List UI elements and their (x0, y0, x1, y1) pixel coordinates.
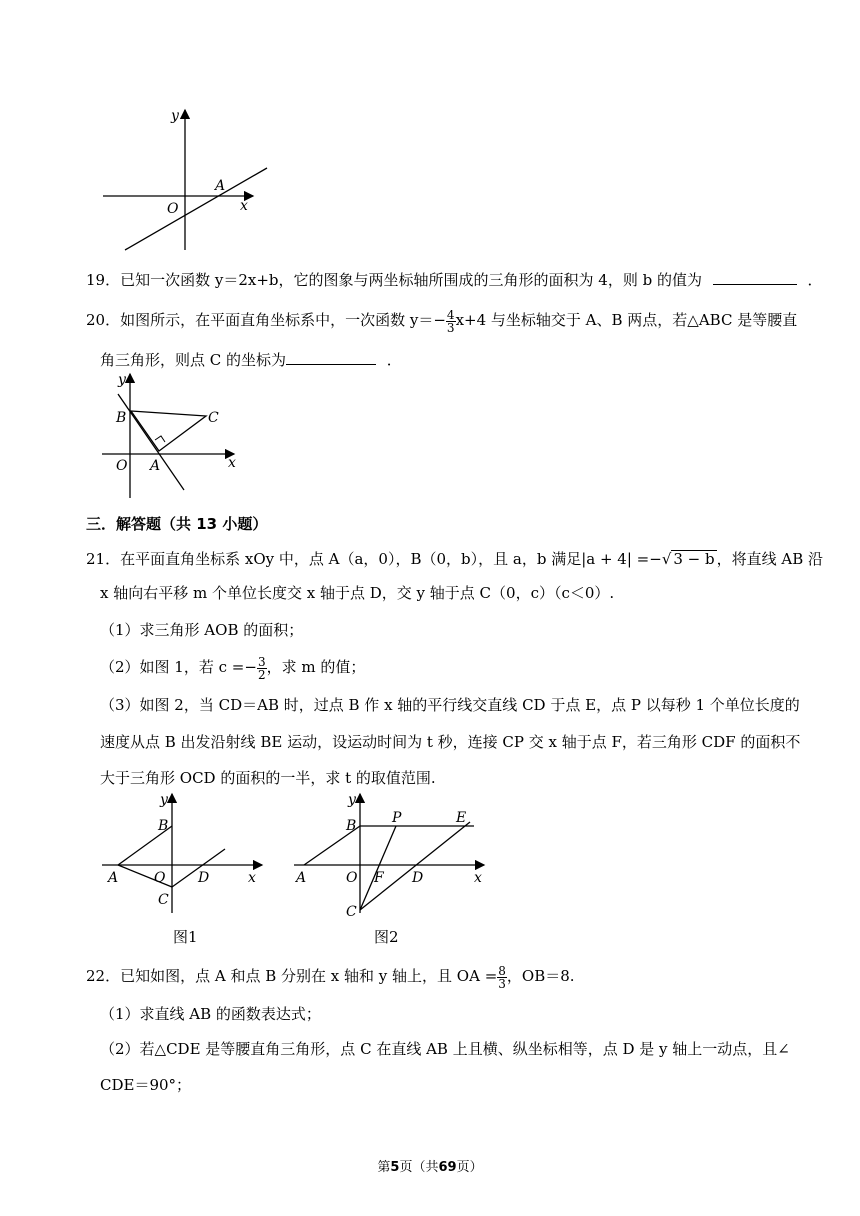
label-E: E (456, 810, 467, 826)
q22-part2-line2: CDE＝90°； (100, 1076, 192, 1094)
caption-fig2: 图2 (374, 928, 399, 946)
q22-number: 22． (86, 967, 121, 985)
right-angle-mark (155, 436, 165, 442)
q21-part2b: ，求 m 的值； (266, 658, 366, 676)
question-20 (86, 306, 797, 334)
q21-line1b: ，将直线 AB 沿 (716, 550, 824, 568)
q20-fraction (446, 309, 456, 334)
label-O: O (167, 201, 179, 217)
q22-line1b: ，OB＝8. (506, 967, 575, 985)
q20-frac-den: 3 (446, 320, 455, 335)
q22-frac-den: 3 (498, 976, 506, 991)
q22-part2-line1: （2）若△CDE 是等腰直角三角形，点 C 在直线 AB 上且横、纵坐标相等，点 D 是 y 轴上一动点，且∠ (100, 1040, 790, 1058)
label-A: A (296, 870, 307, 886)
figure-q21-2 (290, 788, 490, 948)
q19-text: 已知一次函数 y＝2x+b，它的图象与两坐标轴所围成的三角形的面积为 4，则 b 的值为 (120, 271, 702, 289)
q21-part1: （1）求三角形 AOB 的面积； (100, 621, 304, 639)
footer-page-number: 5 (390, 1160, 400, 1175)
section-3-heading: 三．解答题（共 13 小题） (86, 515, 268, 533)
q21-part2 (100, 654, 365, 681)
label-D: D (412, 870, 424, 886)
question-20-line2 (100, 348, 402, 370)
q21-line2: x 轴向右平移 m 个单位长度交 x 轴于点 D，交 y 轴于点 C（0，c）（c＜0）. (100, 584, 615, 602)
q20-number: 20． (86, 311, 121, 329)
q20-frac-num: 4 (446, 307, 455, 322)
label-B: B (346, 818, 357, 834)
label-x: x (228, 455, 236, 471)
label-O: O (346, 870, 358, 886)
label-B: B (116, 410, 127, 426)
line-CP (360, 826, 396, 910)
triangle-ABC (131, 411, 206, 451)
question-19 (86, 268, 823, 290)
q21-number: 21． (86, 550, 121, 568)
q20-text-a: 如图所示，在平面直角坐标系中，一次函数 y＝− (120, 311, 446, 329)
q20-text-b: x+4 与坐标轴交于 A、B 两点，若△ABC 是等腰直 (455, 311, 798, 329)
q22-frac-num: 8 (498, 963, 506, 978)
figure-q20 (98, 370, 248, 505)
footer-mid: 页（共 (399, 1160, 439, 1175)
q20-line2: 角三角形，则点 C 的坐标为 (100, 351, 287, 369)
q21-part3-line2: 速度从点 B 出发沿射线 BE 运动，设运动时间为 t 秒，连接 CP 交 x 轴于点 F，若三角形 CDF 的面积不 (100, 733, 801, 751)
label-A: A (215, 178, 226, 194)
label-B: B (158, 818, 169, 834)
label-y: y (118, 372, 126, 388)
caption-fig1: 图1 (173, 928, 198, 946)
figure-q21-1 (98, 788, 268, 948)
q19-answer-blank[interactable] (713, 268, 797, 285)
label-x: x (474, 870, 482, 886)
label-O: O (116, 458, 128, 474)
label-P: P (392, 810, 402, 826)
question-21: 21．在平面直角坐标系 xOy 中，点 A（a，0），B（0，b），且 a，b 满足|a + 4| =−√ 3 − b ，将直线 AB 沿 (86, 550, 824, 568)
footer-post: 页） (456, 1160, 483, 1175)
question-22 (86, 962, 575, 990)
label-F: F (374, 870, 384, 886)
label-O: O (154, 870, 166, 886)
q19-number: 19． (86, 271, 121, 289)
q22-fraction (497, 965, 507, 990)
footer-pre: 第 (377, 1160, 391, 1175)
label-y: y (171, 108, 179, 124)
label-C: C (208, 410, 219, 426)
q20-end: ． (386, 351, 402, 369)
footer-total-pages: 69 (438, 1160, 457, 1175)
page-footer (0, 1156, 860, 1175)
q21-part3-line1: （3）如图 2，当 CD＝AB 时，过点 B 作 x 轴的平行线交直线 CD 于点 E，点 P 以每秒 1 个单位长度的 (100, 696, 800, 714)
line-CE (360, 822, 470, 910)
q22-part1: （1）求直线 AB 的函数表达式； (100, 1005, 321, 1023)
q21-line1a: 在平面直角坐标系 xOy 中，点 A（a，0），B（0，b），且 a，b 满足|a + 4| =− (120, 550, 662, 568)
q21-fraction (257, 656, 267, 681)
function-line (118, 394, 184, 490)
label-x: x (240, 198, 248, 214)
label-y: y (348, 792, 356, 808)
label-A: A (108, 870, 119, 886)
label-C: C (346, 904, 357, 920)
label-x: x (248, 870, 256, 886)
label-D: D (198, 870, 210, 886)
q21-part2a: （2）如图 1，若 c =− (100, 658, 257, 676)
label-C: C (158, 892, 169, 908)
figure-top-graph (95, 100, 275, 255)
label-y: y (160, 792, 168, 808)
label-A: A (150, 458, 161, 474)
q21-sqrt: 3 − b (673, 550, 715, 568)
q22-line1a: 已知如图，点 A 和点 B 分别在 x 轴和 y 轴上，且 OA = (120, 967, 498, 985)
q21-part3-line3: 大于三角形 OCD 的面积的一半，求 t 的取值范围. (100, 769, 436, 787)
q19-end: ． (807, 271, 823, 289)
q21-frac-den: 2 (257, 667, 266, 682)
q21-frac-num: 3 (257, 654, 266, 669)
q20-answer-blank[interactable] (286, 348, 376, 365)
